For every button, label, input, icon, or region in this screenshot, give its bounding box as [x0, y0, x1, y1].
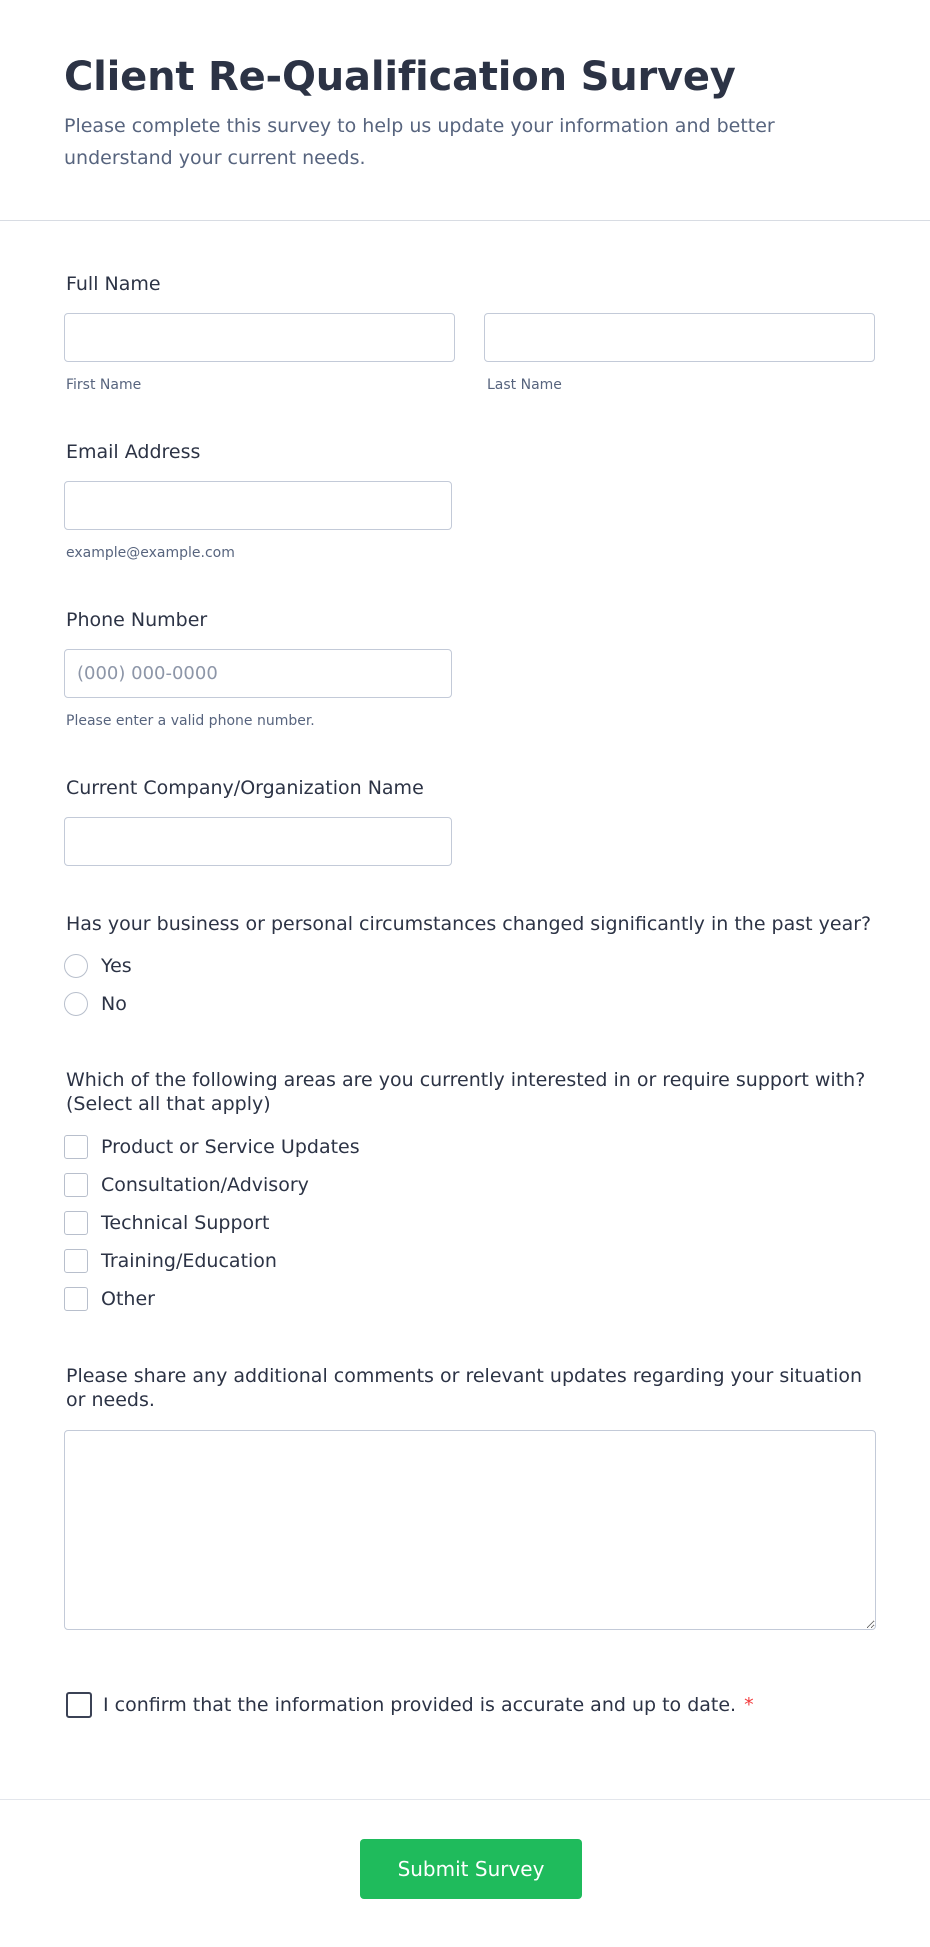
checkbox-product-updates[interactable] — [64, 1135, 88, 1159]
page-title: Client Re-Qualification Survey — [64, 54, 736, 100]
email-input[interactable] — [64, 481, 452, 530]
company-field — [64, 776, 424, 800]
first-name-input[interactable] — [64, 313, 455, 362]
radio-no[interactable] — [64, 992, 88, 1016]
circumstances-question: Has your business or personal circumstances changed significantly in the past year? — [66, 913, 872, 935]
checkbox-option-consultation[interactable] — [64, 1166, 360, 1204]
last-name-input[interactable] — [484, 313, 875, 362]
checkbox-option-product-updates[interactable] — [64, 1128, 360, 1166]
comments-textarea-wrap — [64, 1430, 876, 1630]
checkbox-option-label: Other — [101, 1288, 155, 1310]
full-name-field — [64, 272, 161, 296]
comments-textarea[interactable] — [64, 1430, 876, 1630]
radio-option-yes[interactable] — [64, 947, 132, 985]
email-sublabel: example@example.com — [66, 545, 235, 561]
radio-option-no[interactable] — [64, 985, 132, 1023]
page-subtitle: Please complete this survey to help us update your information and better understand your current needs. — [64, 115, 775, 169]
checkbox-option-label: Training/Education — [101, 1250, 277, 1272]
submit-survey-button[interactable]: Submit Survey — [360, 1839, 582, 1899]
form-header — [0, 0, 930, 221]
circumstances-field — [64, 912, 884, 936]
comments-field — [64, 1364, 876, 1412]
interests-options — [64, 1128, 360, 1318]
checkbox-option-other[interactable] — [64, 1280, 360, 1318]
checkbox-option-label: Consultation/Advisory — [101, 1174, 309, 1196]
phone-sublabel: Please enter a valid phone number. — [66, 713, 315, 729]
phone-label: Phone Number — [66, 609, 208, 631]
checkbox-other[interactable] — [64, 1287, 88, 1311]
company-label: Current Company/Organization Name — [66, 777, 424, 799]
checkbox-technical-support[interactable] — [64, 1211, 88, 1235]
checkbox-option-label: Technical Support — [101, 1212, 270, 1234]
confirm-checkbox[interactable] — [66, 1692, 92, 1718]
email-field — [64, 440, 200, 464]
interests-question: Which of the following areas are you currently interested in or require support with? (Select all that apply) — [66, 1069, 866, 1115]
checkbox-consultation[interactable] — [64, 1173, 88, 1197]
form-footer — [0, 1799, 930, 1947]
phone-input[interactable] — [64, 649, 452, 698]
first-name-sublabel: First Name — [66, 377, 142, 393]
phone-field — [64, 608, 207, 632]
interests-field — [64, 1068, 876, 1116]
comments-question: Please share any additional comments or relevant updates regarding your situation or needs. — [66, 1365, 863, 1411]
checkbox-option-training[interactable] — [64, 1242, 360, 1280]
checkbox-option-technical-support[interactable] — [64, 1204, 360, 1242]
checkbox-option-label: Product or Service Updates — [101, 1136, 360, 1158]
confirm-option[interactable] — [66, 1692, 754, 1718]
radio-option-label: Yes — [101, 955, 132, 977]
radio-option-label: No — [101, 993, 127, 1015]
confirm-label: I confirm that the information provided is accurate and up to date. — [103, 1694, 737, 1716]
company-input[interactable] — [64, 817, 452, 866]
last-name-sublabel: Last Name — [487, 377, 562, 393]
radio-yes[interactable] — [64, 954, 88, 978]
full-name-label: Full Name — [66, 273, 161, 295]
checkbox-training[interactable] — [64, 1249, 88, 1273]
circumstances-options — [64, 947, 132, 1023]
email-label: Email Address — [66, 441, 201, 463]
required-asterisk: * — [744, 1694, 754, 1716]
